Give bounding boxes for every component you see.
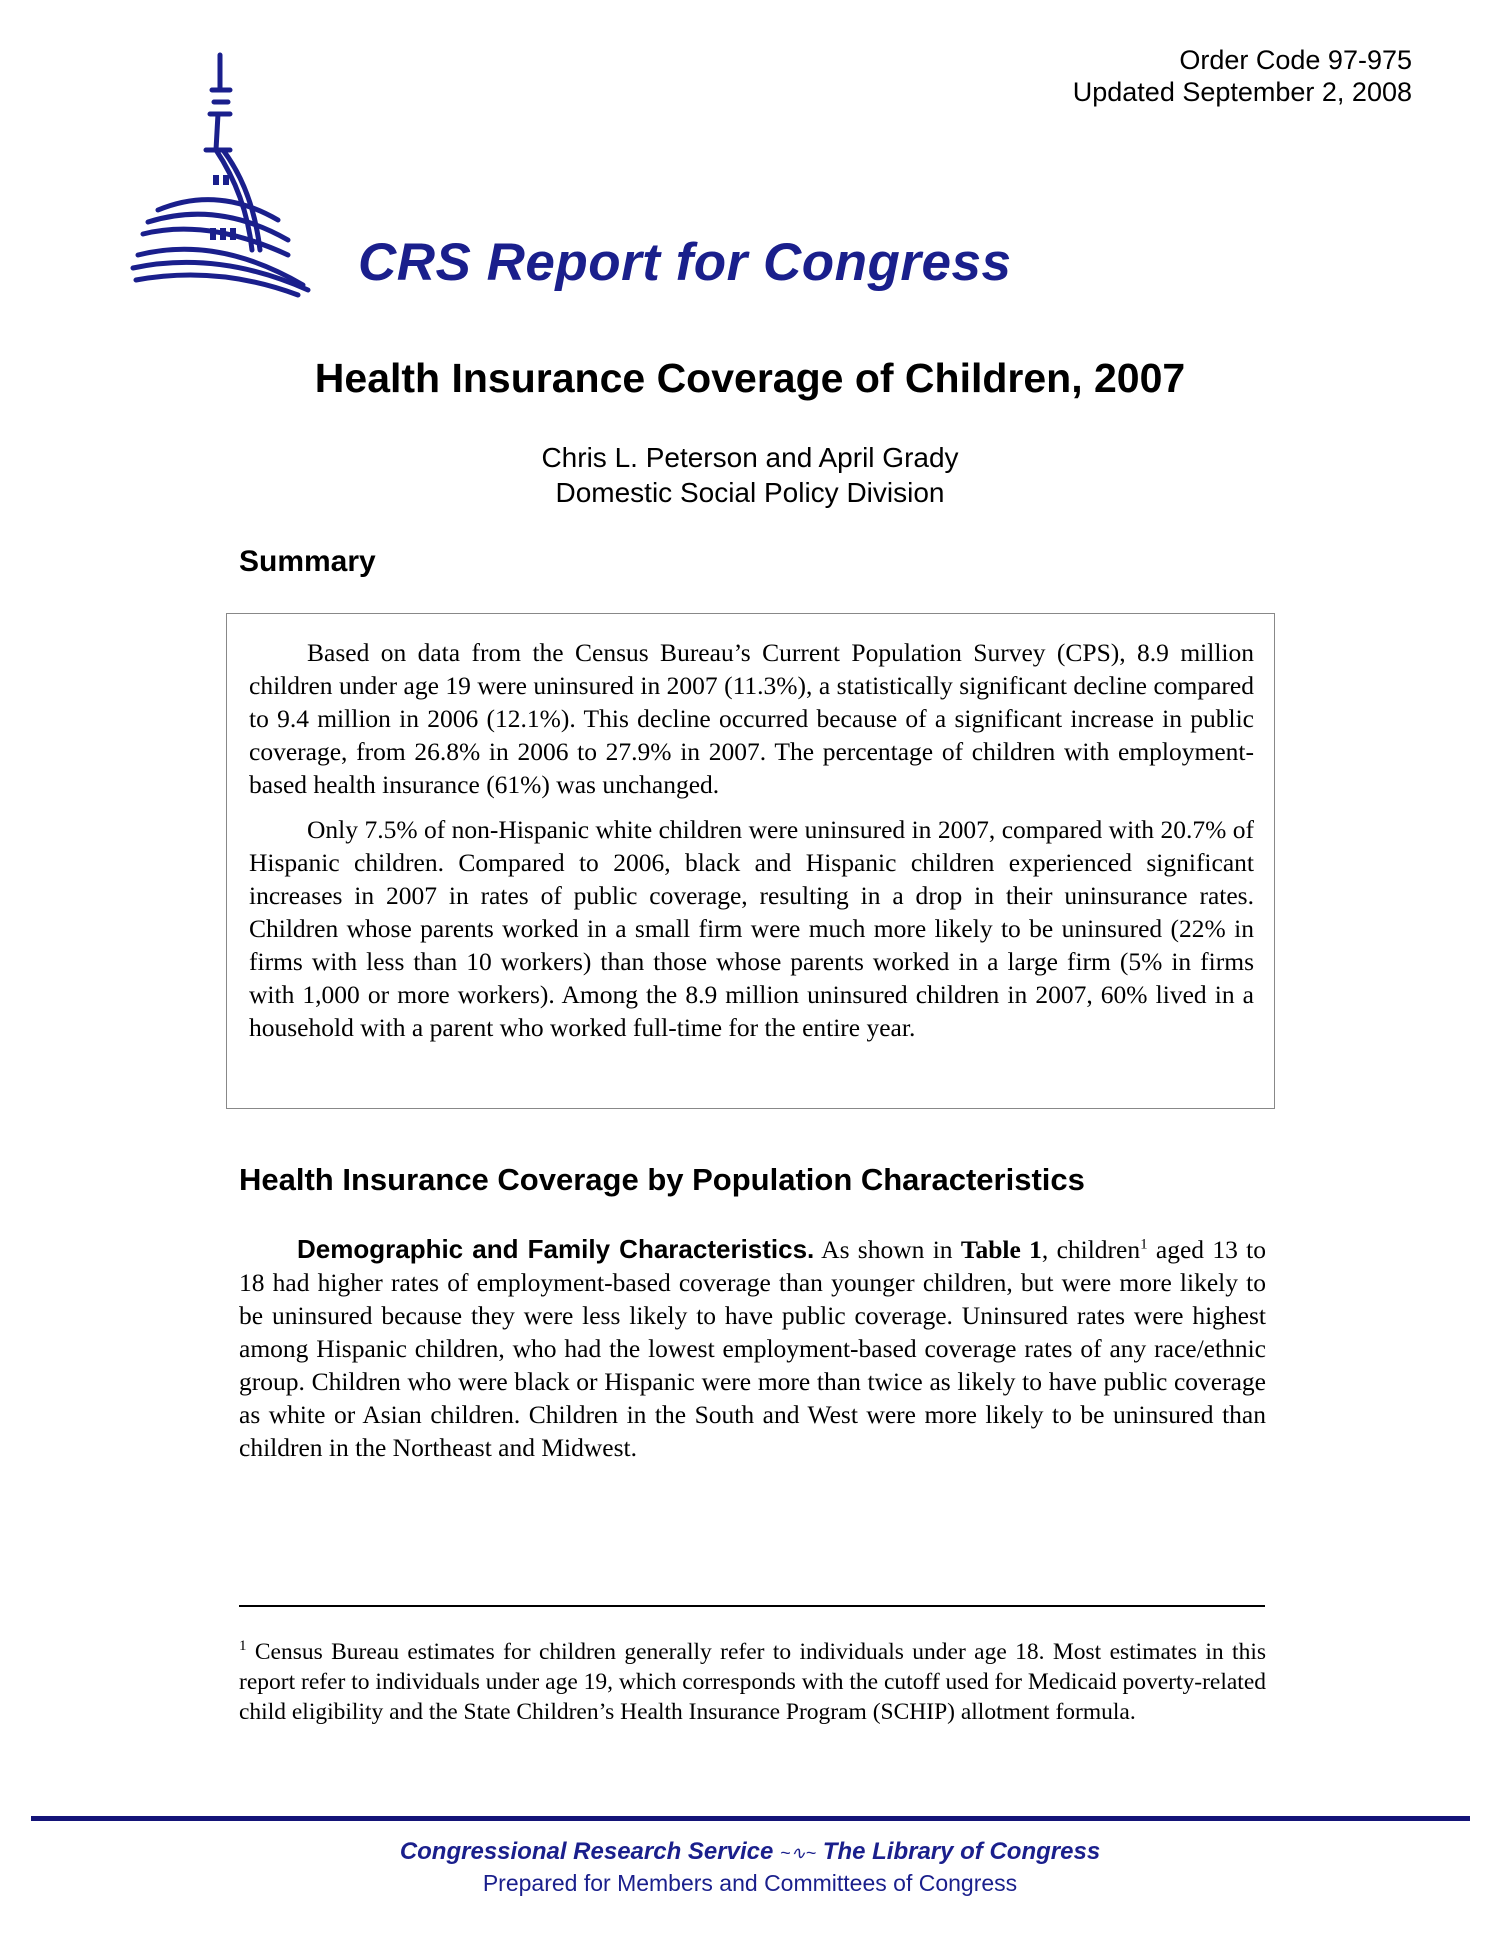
summary-paragraph: Only 7.5% of non-Hispanic white children were uninsured in 2007, compared with 20.7% of Hispanic children. Compared to 2006, black and Hispanic children experienced significant increases in 2007 in rates of public coverage, resulting in a drop in their uninsurance rates. Children whose parents worked in a small firm were much more likely to be uninsured (22% in firms with less than 10 workers) than those whose parents worked in a large firm (5% in firms with 1,000 or more workers). Among the 8.9 million uninsured children in 2007, 60% lived in a household with a parent who worked full-time for the entire year. [249,815,1254,1042]
summary-box [226,613,1275,1109]
footnote [239,1637,1266,1727]
report-title: Health Insurance Coverage of Children, 2007 [314,355,1186,401]
footer-crs: Congressional Research Service [399,1838,774,1865]
updated-date: Updated September 2, 2008 [1072,77,1412,107]
footnote-text: Census Bureau estimates for children generally refer to individuals under age 18. Most estimates in this report refer to individuals under age 19, which corresponds with the cutoff used for Medicaid poverty-related child eligibility and the State Children’s Health Insurance Program (SCHIP) allotment formula. [239,1639,1266,1725]
table-reference[interactable]: Table 1 [960,1235,1042,1264]
authors-block [0,440,1500,510]
footnote-marker[interactable]: 1 [1140,1236,1148,1253]
footer-loc: The Library of Congress [822,1838,1101,1865]
division: Domestic Social Policy Division [555,477,945,508]
text: aged 13 to 18 had higher rates of employment-based coverage than younger children, but were more likely to be uninsured because they were less likely to have public coverage. Uninsured rates were highest among Hispanic children, who had the lowest employment-based coverage rates of any race/ethnic group. Children who were black or Hispanic were more than twice as likely to have public coverage as white or Asian children. Children in the South and West were more likely to be uninsured than children in the Northeast and Midwest. [239,1235,1266,1462]
summary-heading: Summary [239,545,376,578]
order-info [1073,44,1412,108]
authors: Chris L. Peterson and April Grady [541,442,959,473]
footer-divider [31,1816,1470,1821]
section-paragraph [239,1233,1266,1464]
order-code: Order Code 97-975 [1179,45,1412,75]
capitol-dome-logo [128,50,358,300]
ornament-icon: ~∿~ [780,1843,817,1863]
section-heading: Health Insurance Coverage by Population Characteristics [239,1162,1085,1197]
text: As shown in [814,1235,961,1264]
crs-brand-title: CRS Report for Congress [358,233,1012,292]
section-body [239,1233,1266,1476]
footer-line-2: Prepared for Members and Committees of Congress [482,1870,1018,1896]
summary-paragraph: Based on data from the Census Bureau’s Current Population Survey (CPS), 8.9 million children under age 19 were uninsured in 2007 (11.3%), a statistically significant decline compared to 9.4 million in 2006 (12.1%). This decline occurred because of a significant increase in public coverage, from 26.8% in 2006 to 27.9% in 2007. The percentage of children with employment-based health insurance (61%) was unchanged. [249,638,1254,799]
footnote-divider [239,1605,1265,1607]
footer-line-1 [0,1838,1500,1866]
footnote-number: 1 [239,1638,247,1655]
runin-heading: Demographic and Family Characteristics. [297,1234,815,1264]
text: , children [1041,1235,1141,1264]
